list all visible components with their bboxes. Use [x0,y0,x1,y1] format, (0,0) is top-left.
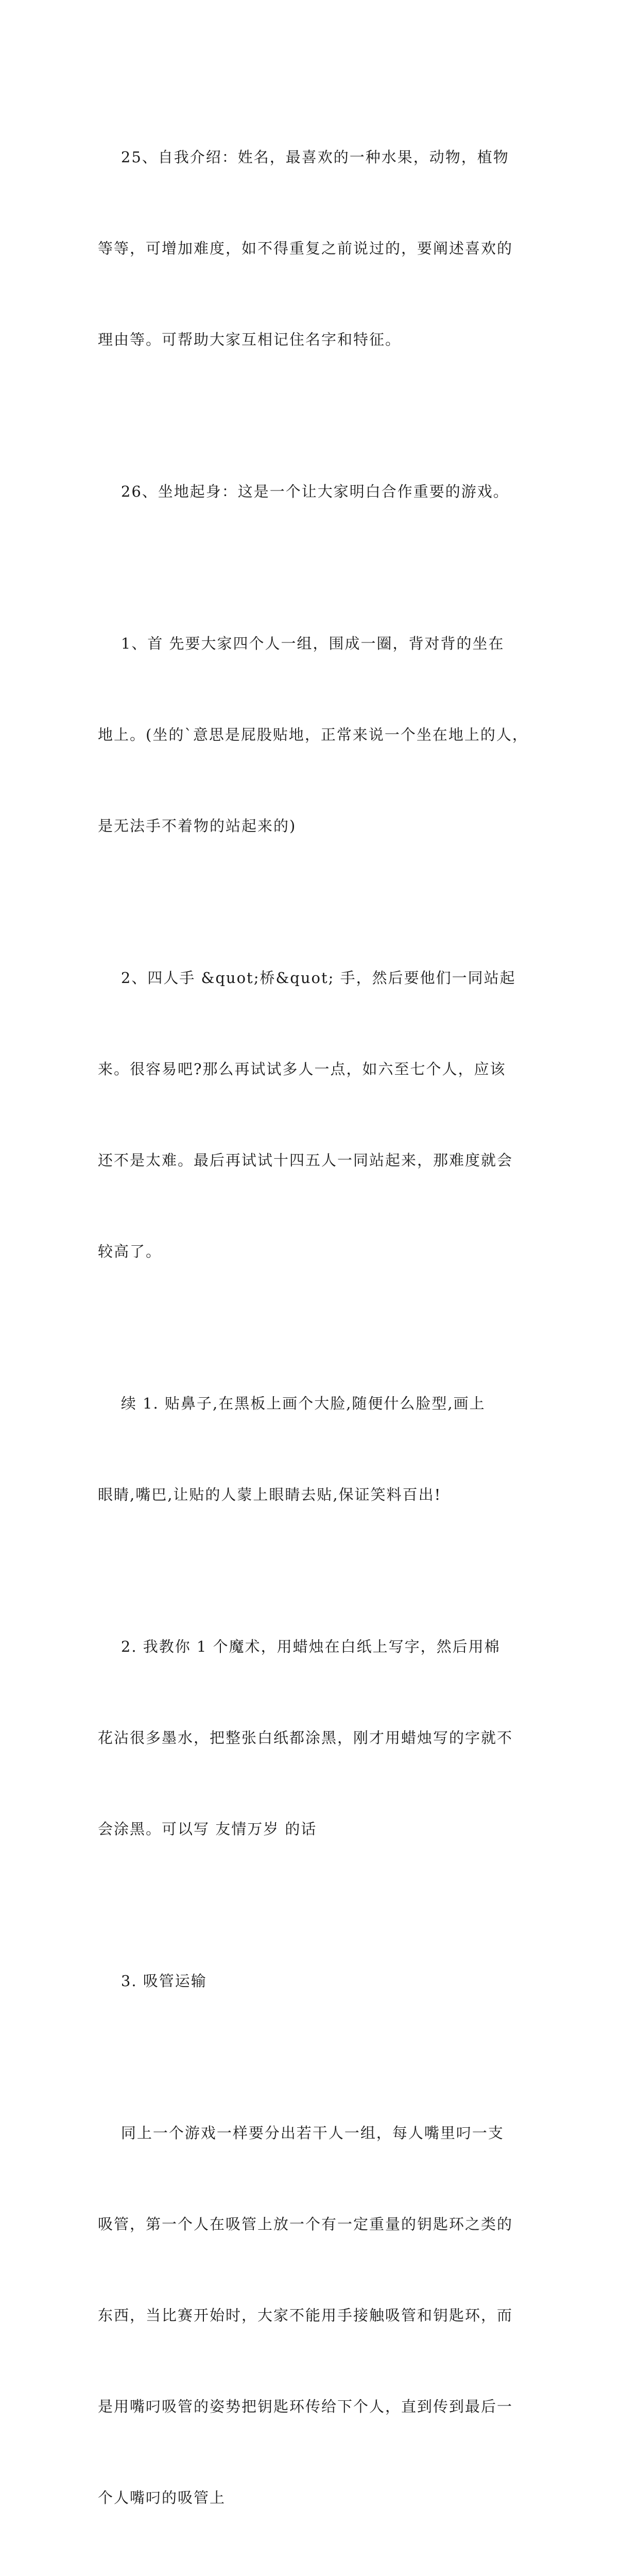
text-line: 2. 我教你 1 个魔术，用蜡烛在白纸上写字，然后用棉 [98,1638,500,1655]
text-line: 眼睛,嘴巴,让贴的人蒙上眼睛去贴,保证笑料百出! [98,1486,442,1503]
document-body [98,81,546,2576]
text-line: 个人嘴叼的吸管上 [98,2489,226,2506]
text-line: 1、首 先要大家四个人一组，围成一圈，背对背的坐在 [98,635,505,652]
paragraph-magic-trick [98,1571,546,1905]
text-line: 同上一个游戏一样要分出若干人一组，每人嘴里叼一支 [98,2124,504,2142]
paragraph-straw-relay-heading [98,1905,546,2057]
paragraph-sit-and-stand [98,416,546,568]
text-line: 会涂黑。可以写 友情万岁 的话 [98,1820,317,1838]
text-line: 25、自我介绍：姓名，最喜欢的一种水果，动物，植物 [98,148,509,166]
text-line: 理由等。可帮助大家互相记住名字和特征。 [98,331,402,348]
text-line: 是无法手不着物的站起来的) [98,817,297,835]
text-line: 等等，可增加难度，如不得重复之前说过的，要阐述喜欢的 [98,240,513,257]
text-line: 东西，当比赛开始时，大家不能用手接触吸管和钥匙环，而 [98,2307,513,2324]
text-line: 花沾很多墨水，把整张白纸都涂黑，刚才用蜡烛写的字就不 [98,1729,513,1747]
text-line: 还不是太难。最后再试试十四五人一同站起来，那难度就会 [98,1151,513,1169]
text-line: 是用嘴叼吸管的姿势把钥匙环传给下个人，直到传到最后一 [98,2398,513,2415]
text-line: 续 1. 贴鼻子,在黑板上画个大脸,随便什么脸型,画上 [98,1395,486,1412]
text-line: 2、四人手 &quot;桥&quot; 手，然后要他们一同站起 [98,969,516,987]
paragraph-self-introduction [98,81,546,416]
text-line: 3. 吸管运输 [98,1972,207,1990]
paragraph-step-2 [98,902,546,1328]
text-line: 较高了。 [98,1243,162,1260]
paragraph-step-1 [98,568,546,902]
text-line: 来。很容易吧?那么再试试多人一点，如六至七个人，应该 [98,1060,506,1078]
text-line: 26、坐地起身：这是一个让大家明白合作重要的游戏。 [98,483,509,500]
paragraph-straw-relay [98,2057,546,2574]
paragraph-pin-the-nose [98,1328,546,1571]
paragraph-stacked-newspaper [98,2574,546,2576]
text-line: 吸管，第一个人在吸管上放一个有一定重量的钥匙环之类的 [98,2215,513,2233]
text-line: 地上。(坐的`意思是屁股贴地，正常来说一个坐在地上的人， [98,726,528,743]
